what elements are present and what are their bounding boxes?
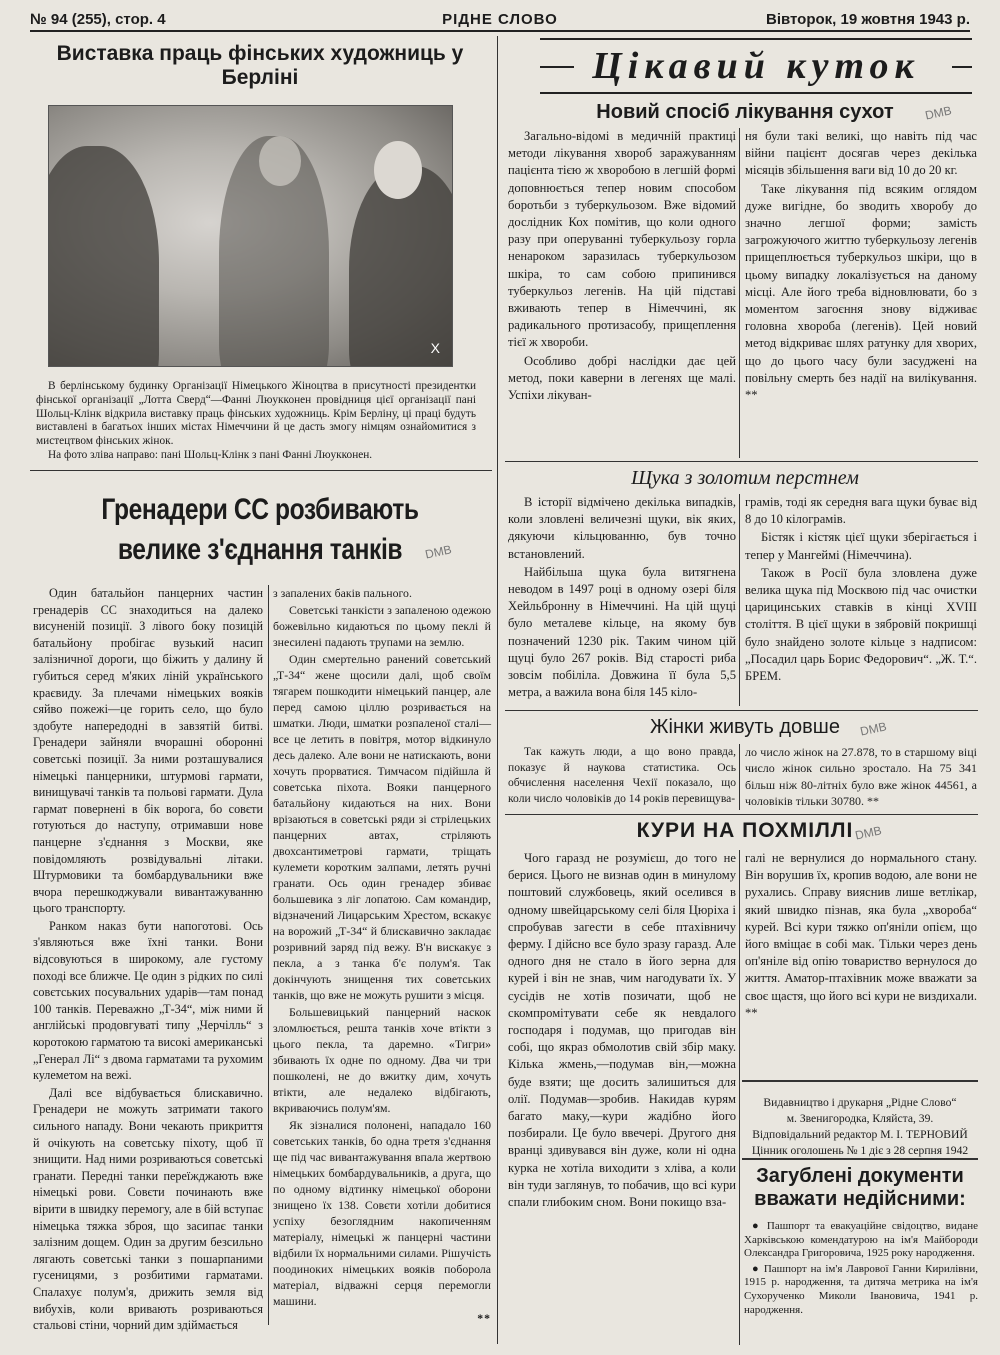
imprint-pricing: Цінник оголошень № 1 діє з 28 серпня 1942: [751, 1144, 969, 1157]
women-column-2: [745, 744, 977, 810]
women-headline: Жінки живуть довше: [650, 716, 840, 738]
article-paragraph: **: [477, 1311, 491, 1325]
archive-stamp: DMB: [858, 719, 888, 739]
article-paragraph: Один батальйон панцерних частин гренадерів СС знаходиться на далеко висуненій позиції. З лівого боку позицій батальйону пробігає вузький насип залізничної дороги, що біжить у далину й губиться серед м'яких ліній українського краєвиду. За плечами німецьких вояків сяйво пожежі—це горить село, що було здобуте напередодні в завзятій битві. Гренадери зайняли вчорашні оборонні советські позиції. За ними розташувалися німецькі панцерники, штурмові гармати, винищувачі танків та польові гармати. Дула гармат повернені в бік ворога, бо совєти готуються до наступу, отримавши нове панцерне з'єднання з Москви, яке повідомляють розвідувальні літаки. Штурмовики та бомбардувальники вже вчора перешкоджували вивантажуванню цього транспорту.: [33, 586, 263, 916]
issue-date: Вівторок, 19 жовтня 1943 р.: [766, 11, 970, 28]
archive-stamp: DMB: [923, 103, 953, 123]
pike-column-2: [745, 494, 977, 686]
lost-document-item: ● Пашпорт на ім'я Лаврової Ганни Кирилівни, 1915 р. народження, та дитяча метрика на ім'я Сухорученко Миколи Івановича, 1941 р. народження.: [744, 1262, 978, 1316]
article-paragraph: Большевицький панцерний наскок зломлюється, решта танків хоче втікти з цього пекла, та даремно. «Тигри» збивають їх одне по одному. Два чи три пошколені, не до вжитку дим, хочуть втікти, але недалеко відбігають, вкриваючись полум'ям.: [273, 1005, 491, 1115]
imprint-address: м. Звенигородка, Кляйста, 39.: [786, 1112, 934, 1125]
article-paragraph: Таке лікування під всяким оглядом дуже вигідне, бо зводить хворобу до значно легшої форми; замість загрожуючого життю туберкульозу легенів прищеплюється туберкульоз шкіри, що в цьому випадку локалізується на даному місці. Але його треба відновлювати, бо з моментом загоєння знову відживає головна хвороба (легенів). Цей новий метод відкриває шлях ратунку для хворих, що до цього часу були засуджені на повільну смерть без надії на вилікування. **: [745, 181, 977, 403]
article-paragraph: Бістяк і кістяк цієї щуки зберігається і тепер у Мангеймі (Німеччина).: [745, 530, 977, 562]
grenadiers-column-1: [33, 585, 263, 1335]
article-paragraph: Також в Росії була зловлена дуже велика щука під Москвою під час очистки царицинських ставків в кінці XVIII століття. В цієї щуки в зябровій покришці було знайдено золоте кільце з надписом: „Посадил царь Борис Федорович“. „Ж. Т.“. БРЕМ.: [745, 565, 977, 684]
hens-column-divider: [739, 850, 740, 1345]
cure-column-divider: [739, 128, 740, 458]
article-paragraph: Один смертельно ранений советський „Т-34“ жене щосили далі, щоб своїм тягарем пошкодити німецький панцер, але перед самою ціллю розривається на шматки. Люди, шматки розпаленої сталі—все це летить в повітря, мотор відкинуло десь далеко. Але вони не натискають, вони хочуть прорватися. Тимчасом підійшла й советська піхота. Вояки панцерного батальйону кидаються на них. Вони врізаються в советські ряди зі стрілецьких панцерних автах, стріляють двохсантиметрові гармати, тріщать кулемети коротким залпами, летять ручні гранати. Ось один гренадер збиває большевика з ліг лопатою. Сам командир, відзначений Лицарським Хрестом, вскакує на ворожий „Т-34“ й блискавично закладає розривний заряд під вежу. В'н вискакує з пекла, а з танка б'є полум'я. Так докінчують знищення тих советських танків, що вже не можуть рушити з місця.: [273, 652, 491, 1002]
photo-face-right: [374, 141, 422, 199]
hens-column-2: [745, 850, 977, 1023]
right-divider-2: [505, 710, 978, 711]
right-divider-3: [505, 814, 978, 815]
corner-section-title: Цікавий куток: [592, 45, 920, 87]
center-divider: [497, 36, 498, 1344]
article-paragraph: з запалених баків пального.: [273, 586, 412, 600]
pike-headline: Щука з золотим перстнем: [631, 467, 859, 489]
imprint-publisher: Видавництво і друкарня „Рідне Слово“: [763, 1096, 957, 1109]
article-paragraph: Як зізналися полонені, нападало 160 советських танків, бо одна третя з'єднання ще під час вивантажування впала жертвою німецьких бомбардувальників, а друга, що по одному відтинку німецької оборони знищено їх 138. Совєти хотіли добитися успіху безоглядним накопиченням матеріалу, німецькі ж панцерні частини відбили їх нормальними силами. Рішучість поодиноких німецьких вояків поборола матеріал, відважні серця перемогли машини.: [273, 1118, 491, 1308]
caption-photo-credit: На фото зліва направо: пані Шольц-Клінк з пані Фанні Люукконен.: [48, 448, 373, 461]
article-paragraph: Чого гаразд не розумієш, до того не берися. Цього не визнав один в минулому поштовий службовець, який оселився в одному швейцарському селі біля Цюріха і спробував загести в себе птахівничу ферму. І дійсно все було зразу гаразд. Але одного дня не стало в його зерна для курей і він не знав, чим нагодувати їх. У сусідів не хотів позичати, щоб не скомпромітувати себе як невдалого господаря і подумав, що пригодав він собі, що якраз обмолотив свій збір маку. Кілька жмень,—подумав він,—можна буде взяти; ще досить залишиться для олії. Подумав—зробив. Накидав курям багато маку,—кури жадібно його позбирали. Це було ввечері. Другого дня вранці здивувався він дуже, коли ні одна курка не хотіла виходити з хліва, а коли він туди заглянув, то побачив, що всі кури спали глибоким сном. Вони покищо вза-: [508, 851, 736, 1210]
issue-number: № 94 (255), стор. 4: [30, 11, 166, 28]
banner-rule-right: [952, 66, 972, 68]
photo-figure-left: [48, 146, 159, 367]
article-paragraph: Загально-відомі в медичній практиці методи лікування хвороб заражуванням пацієнта тією ж хворобою в легшій формі доповнюється тепер новим способом боротьби з туберкульозом. Вже відомий дослідник Кох помітив, що коли одного разу при оперуванні туберкульозу горла ненароком заразилась туберкульозом шкіра, то сам собою припинився туберкульоз легенів. На цій підставі вживають тепер в Німеччині, як радикального протизасобу, прищеплення тієї ж хвороби.: [508, 129, 736, 350]
article-paragraph: Далі все відбувається блискавично. Гренадери не можуть затримати такого сильного нападу. Вони чекають прикриття й очікують на советську піхоту, щоб її знищити. Над ними розриваються советські гранати. Передні танки переїжджають вже німецькі рови. Совєти починають вже вірити в швидку перемогу, але в бій вступає німецька тяжка зброя, що засипає танки залізним дощем. Один за другим безсильно лягають советські танки з пошарпаними гусеницями, з розбитими гарматами. Спалахує полум'я, дрижить земля від вибухів, коли вривають розриваються стальові стіни, чорний дим здіймається: [33, 1085, 263, 1333]
right-divider-1: [505, 461, 978, 462]
masthead: [30, 8, 970, 32]
archive-stamp: DMB: [423, 542, 453, 562]
exhibit-caption: [36, 380, 476, 463]
women-column-1: [508, 744, 736, 808]
grenadiers-column-2: [273, 585, 491, 1327]
imprint-editor: Відповідальний редактор М. І. ТЕРНОВИЙ: [752, 1128, 968, 1141]
cure-headline: Новий спосіб лікування сухот: [596, 101, 894, 123]
lost-documents-headline: Загублені документи вважати недійсними:: [754, 1165, 966, 1210]
article-paragraph: Советські танкісти з запаленою одежою божевільно кидаються по цьому пеклі й знесилені падають трупами на землю.: [273, 603, 491, 649]
imprint-rule-bottom: [742, 1158, 978, 1160]
exhibit-headline: Виставка праць фінських художниць у Берліні: [56, 42, 464, 89]
archive-stamp: DMB: [853, 823, 883, 843]
caption-text: В берлінському будинку Організації Німецького Жіноцтва в присутності президентки фінської організації „Лотта Сверд“—Фанні Люукконен провідниця цієї організації пані Шольц-Клінк відкрила виставку праць фінських художниць. Крім Берліну, ці праці будуть виставлені в багатьох інших містах Німеччини й це дасть змогу німцям ознайомитися з мистецтвом фінських жінок.: [36, 380, 476, 448]
grenadiers-headline-line1: Гренадери СС розбивають: [101, 493, 419, 526]
women-column-divider: [739, 744, 740, 810]
article-paragraph: ло число жінок на 27.878, то в старшому віці число жінок сильно зростало. На 75 341 більш ніж 80-літніх було вже жінок 44561, а чоловіків тільки 30780. **: [745, 745, 977, 808]
imprint-rule-top: [742, 1080, 978, 1082]
pike-column-1: [508, 494, 736, 702]
lost-document-item: ● Пашпорт та евакуаційне свідоцтво, видане Харківською комендатурою на ім'я Майбороди Олександра Григоровича, 1925 року народження.: [744, 1220, 978, 1260]
grenadiers-headline-line2: велике з'єднання танків: [117, 533, 403, 566]
article-paragraph: ня були такі великі, що навіть під час війни пацієнт досягав через декілька місяців збільшення ваги від 10 до 20 кг.: [745, 129, 977, 178]
hens-headline: КУРИ НА ПОХМІЛЛІ: [636, 819, 854, 842]
cure-column-2: [745, 128, 977, 405]
article-paragraph: Так кажуть люди, а що воно правда, показує й наукова статистика. Ось обчислення населення Чехії показало, що коли число чоловіків до 14 років перевищува-: [508, 745, 736, 806]
article-paragraph: Найбільша щука була витягнена неводом в 1497 році в одному озері біля Хейльбронну в Німеччині. На цій щуці було металеве кільце, на якому був позначений 1230 рік. Таким чином цій щуці було 267 років. Від старості риба зовсім побіліла. Довжина її була 5,5 метра, а важила вона біля 145 кіло-: [508, 564, 736, 700]
cure-column-1: [508, 128, 736, 405]
photo-face-center: [259, 136, 301, 186]
imprint: [742, 1095, 978, 1159]
article-paragraph: галі не вернулися до нормального стану. Він ворушив їх, кропив водою, але вони не рухались. Справу вияснив лише ветлікар, який швидко пізнав, яка була „хвороба“ курей. Всі кури тяжко оп'яніли опієм, що його вміщає в собі мак. Тільки через день оп'яніле від опію товариство вернулося до життя. Аматор-птахівник може вважати за своє щастя, що його всі кури не виздихали. **: [745, 851, 977, 1020]
article-paragraph: В історії відмічено декілька випадків, коли зловлені величезні щуки, вік яких, дякуючи кільцюванню, був точно встановлений.: [508, 495, 736, 561]
newspaper-title: РІДНЕ СЛОВО: [442, 11, 558, 28]
corner-section-banner: [540, 38, 972, 94]
grenadiers-headline: [80, 490, 441, 570]
grenadiers-column-divider: [268, 585, 269, 1325]
article-paragraph: грамів, тоді як середня вага щуки буває від 8 до 10 кілограмів.: [745, 495, 977, 527]
lost-documents-list: [744, 1220, 978, 1319]
pike-column-divider: [739, 494, 740, 706]
article-paragraph: Ранком наказ бути напоготові. Ось з'являються вже їхні танки. Вони відсовуються в широкому, але густому поході все ближче. Це один з рідких по силі совєтських посувальних ударів—там понад 100 танків. Переважно „Т-34“, між ними й англійські продовгуваті типу „Черчілль“ з коротокою гарматою та високі американські „Генерал Лі“ з двома гарматами та рухомим кулеметом на вежі.: [33, 918, 263, 1083]
photo-mark: X: [430, 340, 440, 356]
exhibit-photo: [48, 105, 453, 367]
article-paragraph: Особливо добрі наслідки дає цей метод, поки каверни в легенях ще малі. Успіхи лікуван-: [508, 353, 736, 403]
hens-column-1: [508, 850, 736, 1212]
left-divider: [30, 470, 492, 471]
